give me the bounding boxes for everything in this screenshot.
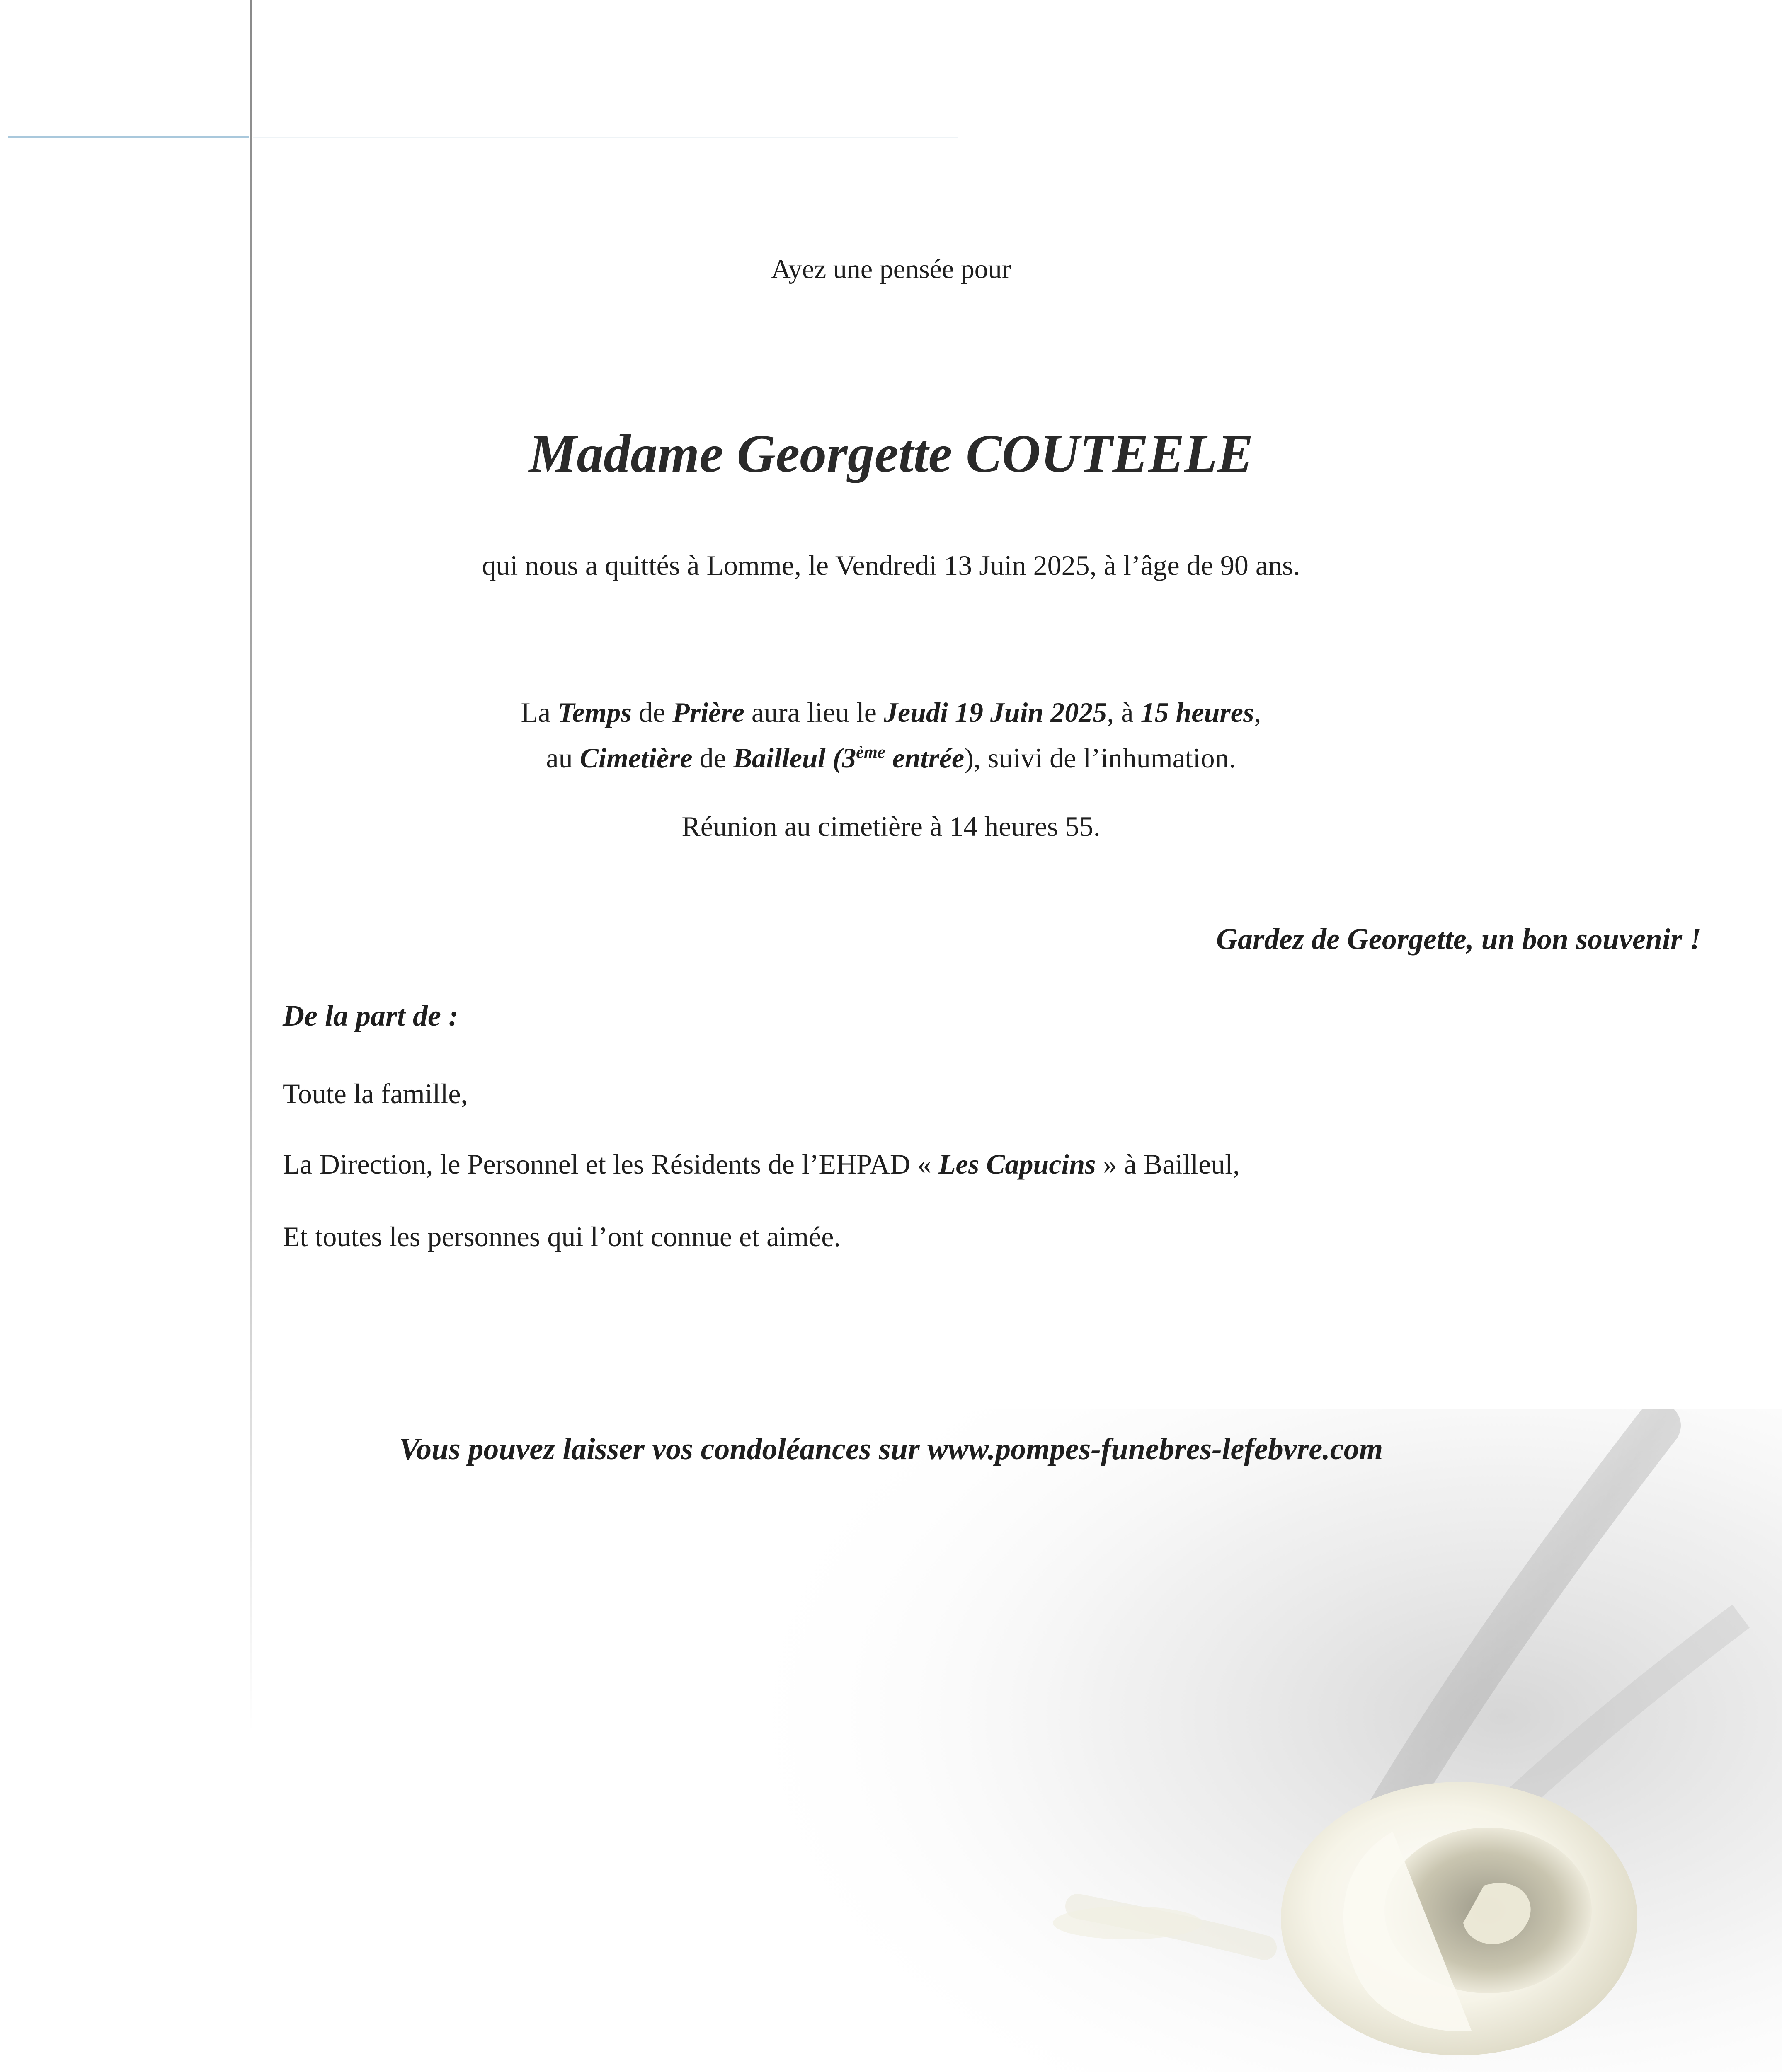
ceremony-line-2: au Cimetière de Bailleul (3ème entrée), suivi de l’inhumation. — [546, 742, 1236, 774]
condolences-text: Vous pouvez laisser vos condoléances sur www.pompes-funebres-lefebvre.com — [399, 1432, 1383, 1466]
from-heading: De la part de : — [283, 999, 458, 1032]
intro-text: Ayez une pensée pour — [771, 254, 1011, 284]
from-family: Toute la famille, — [283, 1078, 468, 1109]
calla-lily-illustration — [663, 1409, 1782, 2072]
scan-margin-line — [8, 136, 249, 138]
deceased-name: Madame Georgette COUTEELE — [529, 424, 1253, 484]
from-direction: La Direction, le Personnel et les Résidents de l’EHPAD « Les Capucins » à Bailleul, — [283, 1148, 1240, 1180]
keep-memory-text: Gardez de Georgette, un bon souvenir ! — [1216, 922, 1701, 956]
scan-faint-line — [253, 137, 958, 138]
ceremony-line-1: La Temps de Prière aura lieu le Jeudi 19 Juin 2025, à 15 heures, — [521, 697, 1261, 728]
death-notice: qui nous a quittés à Lomme, le Vendredi 13 Juin 2025, à l’âge de 90 ans. — [482, 549, 1300, 581]
meeting-time: Réunion au cimetière à 14 heures 55. — [681, 811, 1101, 842]
from-others: Et toutes les personnes qui l’ont connue et aimée. — [283, 1221, 841, 1252]
